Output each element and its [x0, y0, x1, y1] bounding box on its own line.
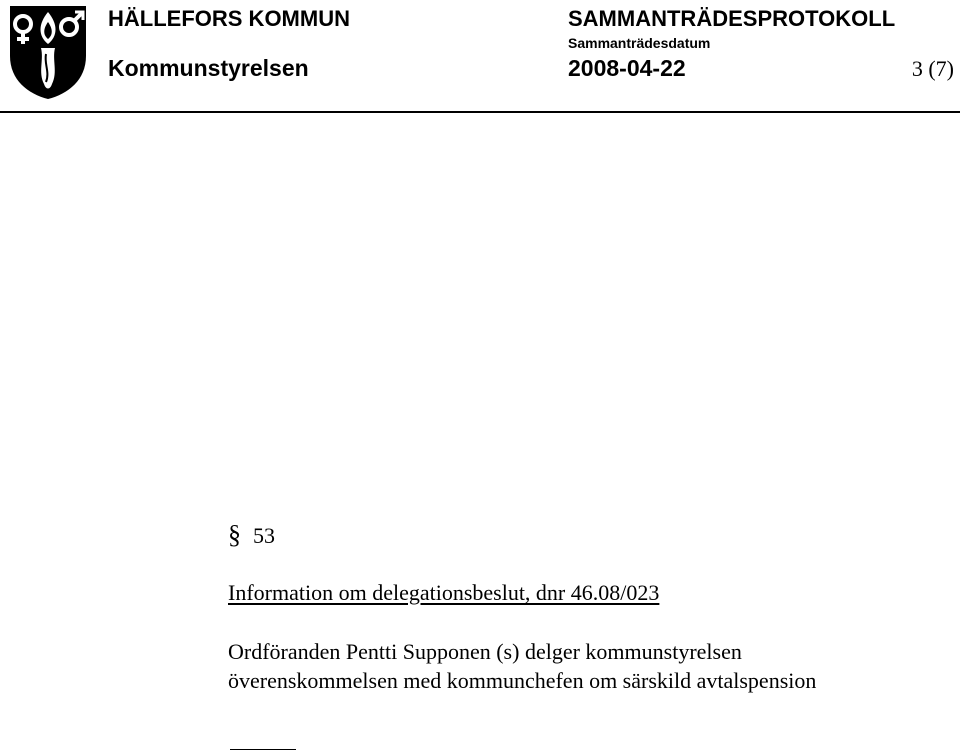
- coat-of-arms-icon: [8, 4, 88, 100]
- body-text-line: Ordföranden Pentti Supponen (s) delger kommunstyrelsen: [228, 639, 742, 664]
- organization-name: HÄLLEFORS KOMMUN: [108, 6, 350, 31]
- section-subject: Information om delegationsbeslut, dnr 46.08/023: [228, 580, 660, 605]
- header-divider: [0, 111, 960, 113]
- section-number: 53: [253, 523, 275, 548]
- meeting-date-label: Sammanträdesdatum: [568, 35, 711, 51]
- footnote-divider: [230, 749, 296, 750]
- department-name: Kommunstyrelsen: [108, 55, 309, 81]
- meeting-date: 2008-04-22: [568, 55, 686, 81]
- document-type: SAMMANTRÄDESPROTOKOLL: [568, 6, 896, 31]
- page-number: 3 (7): [911, 56, 954, 81]
- body-text-line: överenskommelsen med kommunchefen om särskild avtalspension: [228, 668, 817, 693]
- section-sign: §: [228, 520, 241, 549]
